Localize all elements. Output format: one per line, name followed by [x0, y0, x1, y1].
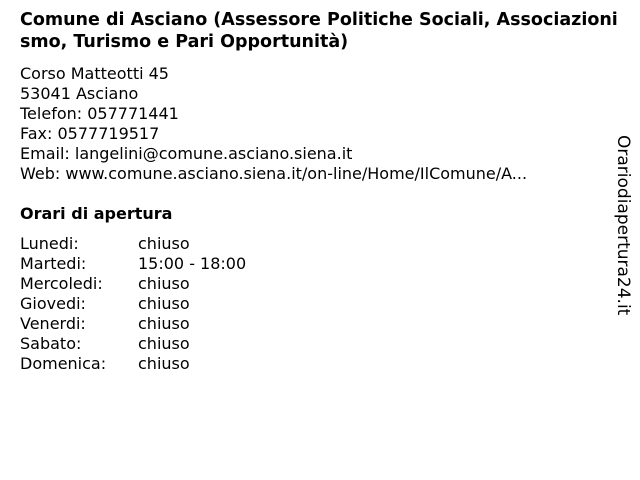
site-brand-vertical: Orariodiapertura24.it: [613, 135, 633, 316]
time-value: chiuso: [138, 274, 190, 293]
time-value: chiuso: [138, 354, 190, 373]
email-line: Email: langelini@comune.asciano.siena.it: [20, 144, 353, 163]
address-line: Corso Matteotti 45: [20, 64, 169, 83]
time-value: chiuso: [138, 294, 190, 313]
day-label: Venerdi:: [20, 314, 86, 333]
day-label: Martedi:: [20, 254, 87, 273]
contact-block: [20, 64, 527, 184]
city-line: 53041 Asciano: [20, 84, 139, 103]
hours-heading: Orari di apertura: [20, 204, 173, 223]
phone-line: Telefon: 057771441: [20, 104, 179, 123]
fax-line: Fax: 0577719517: [20, 124, 160, 143]
web-line: Web: www.comune.asciano.siena.it/on-line/Home/IlComune/A...: [20, 164, 528, 183]
page-title: Comune di Asciano (Assessore Politiche Sociali, Associazionismo, Turismo e Pari Opportunità): [20, 10, 618, 52]
day-label: Mercoledi:: [20, 274, 103, 293]
time-value: chiuso: [138, 234, 190, 253]
time-value: 15:00 - 18:00: [138, 254, 247, 273]
day-label: Domenica:: [20, 354, 107, 373]
time-value: chiuso: [138, 334, 190, 353]
day-label: Giovedi:: [20, 294, 86, 313]
day-label: Sabato:: [20, 334, 82, 353]
day-label: Lunedi:: [20, 234, 79, 253]
time-value: chiuso: [138, 314, 190, 333]
